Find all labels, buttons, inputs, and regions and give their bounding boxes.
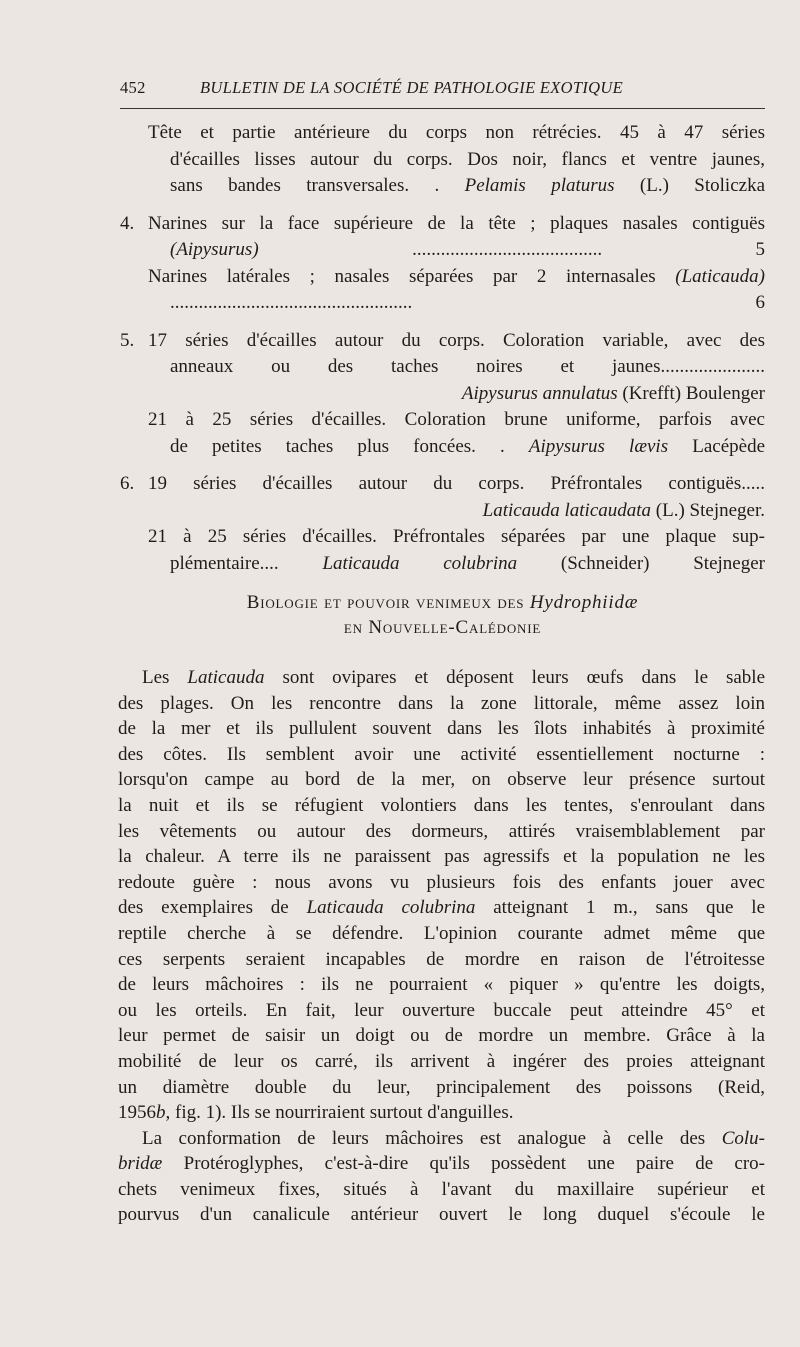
key-couplet-4 [120, 211, 765, 317]
page-number: 452 [120, 78, 146, 97]
header-rule [120, 108, 765, 109]
text-line: la nuit et ils se réfugient volontiers dans les tentes, s'enroulant dans [118, 794, 765, 816]
text-line: chets venimeux fixes, situés à l'avant du maxillaire supérieur et [118, 1178, 765, 1200]
taxon-author: (L.) Stoliczka [639, 175, 766, 196]
key-text: 19 séries d'écailles autour du corps. Préfrontales contiguës..... [148, 473, 765, 494]
taxon-name: Laticauda colubrina [322, 552, 518, 574]
taxon-name: Laticauda colubrina [306, 897, 476, 919]
key-line: Tête et partie antérieure du corps non rétrécies. 45 à 47 séries [148, 122, 765, 143]
text-line: de leurs mâchoires : ils ne pourraient « piquer » qu'entre les doigts, [118, 974, 765, 996]
text-line: Les Laticauda sont ovipares et déposent leurs œufs dans le sable [142, 667, 766, 688]
key-line: 21 à 25 séries d'écailles. Coloration brune uniforme, parfois avec [148, 409, 765, 430]
key-line [120, 471, 765, 498]
key-text: 17 séries d'écailles autour du corps. Coloration variable, avec des [148, 329, 765, 351]
key-line: anneaux ou des taches noires et jaunes...................... [170, 356, 765, 377]
key-line [120, 290, 765, 317]
text-line: La conformation de leurs mâchoires est analogue à celle des Colu- [142, 1127, 765, 1149]
text-line: 1956b, fig. 1). Ils se nourriraient surtout d'anguilles. [118, 1102, 514, 1124]
text-line: redoute guère : nous avons vu plusieurs fois des enfants jouer avec [118, 871, 765, 893]
taxon-name: Aipysurus lævis [528, 435, 669, 457]
paragraph [118, 665, 765, 1126]
journal-title: BULLETIN DE LA SOCIÉTÉ DE PATHOLOGIE EXOTIQUE [200, 78, 623, 97]
taxon-name: Laticauda laticaudata [482, 499, 652, 521]
text-line: bridæ Protéroglyphes, c'est-à-dire qu'ils possèdent une paire de cro- [118, 1153, 766, 1175]
text-line: pourvus d'un canalicule antérieur ouvert le long duquel s'écoule le [118, 1204, 765, 1226]
text-line: ou les orteils. En fait, leur ouverture buccale peut atteindre 45° et [118, 999, 765, 1021]
text-line: reptile cherche à se défendre. L'opinion courante admet même que [118, 922, 765, 944]
key-line [120, 237, 765, 264]
taxon-name: Laticauda [187, 667, 265, 688]
text-line: les vêtements ou autour des dormeurs, attirés vraisemblablement par [118, 820, 765, 842]
goto-number: 5 [755, 239, 765, 260]
taxon-name: (Laticauda) [675, 265, 765, 287]
taxon-name: Aipysurus annulatus [461, 382, 618, 404]
couplet-number: 5. [120, 329, 135, 351]
text-line: des plages. On les rencontre dans la zone littorale, même assez loin [118, 692, 765, 714]
text-line: des côtes. Ils semblent avoir une activité essentiellement nocturne : [118, 743, 765, 765]
text-line: de la mer et ils pullulent souvent dans les îlots inhabités à proximité [118, 718, 765, 740]
key-line [120, 498, 765, 525]
taxon-name: Pelamis platurus [464, 175, 615, 196]
key-line: d'écailles lisses autour du corps. Dos noir, flancs et ventre jaunes, [170, 148, 765, 170]
text-line: ces serpents seraient incapables de mordre en raison de l'étroitesse [118, 948, 765, 970]
identification-key [120, 120, 765, 577]
taxon-author: Lacépède [692, 435, 766, 457]
text-line: leur permet de saisir un doigt ou de mordre un membre. Grâce à la [118, 1025, 765, 1047]
key-line [120, 173, 765, 200]
key-line [120, 264, 765, 291]
text-line: la chaleur. A terre ils ne paraissent pas agressifs et la population ne les [118, 846, 765, 868]
key-line: 21 à 25 séries d'écailles. Préfrontales séparées par une plaque sup- [148, 526, 765, 547]
paragraph [118, 1126, 765, 1228]
key-couplet-5 [120, 328, 765, 461]
section-heading-line: en Nouvelle-Calédonie [343, 617, 542, 638]
key-line [120, 434, 765, 461]
key-text: plémentaire.... [170, 552, 279, 574]
taxon-name: Colu- [721, 1127, 765, 1149]
text-line: un diamètre double du leur, principalement des poissons (Reid, [118, 1076, 765, 1098]
taxon-author: (L.) Stejneger. [655, 499, 765, 521]
key-line [120, 211, 765, 238]
body-text [118, 665, 765, 1228]
key-text: Narines sur la face supérieure de la tête ; plaques nasales contiguës [148, 212, 765, 234]
text-line: lorsqu'on campe au bord de la mer, on observe leur présence surtout [118, 769, 765, 791]
taxon-author: (Krefft) Boulenger [622, 382, 765, 404]
section-heading [120, 590, 765, 640]
couplet-number: 6. [120, 473, 135, 494]
dot-leader: ................................................... [170, 292, 413, 313]
dot-leader: ........................................ [412, 239, 603, 260]
taxon-name: bridæ [118, 1153, 163, 1175]
key-text: de petites taches plus foncées. . [170, 435, 505, 457]
couplet-number: 4. [120, 212, 135, 234]
key-couplet-6 [120, 471, 765, 577]
text-line: des exemplaires de Laticauda colubrina atteignant 1 m., sans que le [118, 897, 766, 919]
key-text: Narines latérales ; nasales séparées par 2 internasales [148, 265, 656, 287]
key-entry-pelamis [120, 120, 765, 200]
goto-number: 6 [755, 292, 765, 313]
key-text: sans bandes transversales. . [170, 175, 440, 196]
key-line [120, 551, 765, 578]
section-heading-line [120, 590, 765, 615]
heading-text: Biologie et pouvoir venimeux des [246, 592, 525, 613]
key-line [120, 381, 765, 408]
text-line: mobilité de leur os carré, ils arrivent à ingérer des proies atteignant [118, 1050, 765, 1072]
key-line [120, 328, 765, 355]
citation-letter: b [156, 1102, 166, 1124]
taxon-name: (Aipysurus) [170, 239, 259, 260]
taxon-author: (Schneider) Stejneger [560, 552, 765, 574]
taxon-name: Hydrophiidæ [529, 592, 639, 613]
